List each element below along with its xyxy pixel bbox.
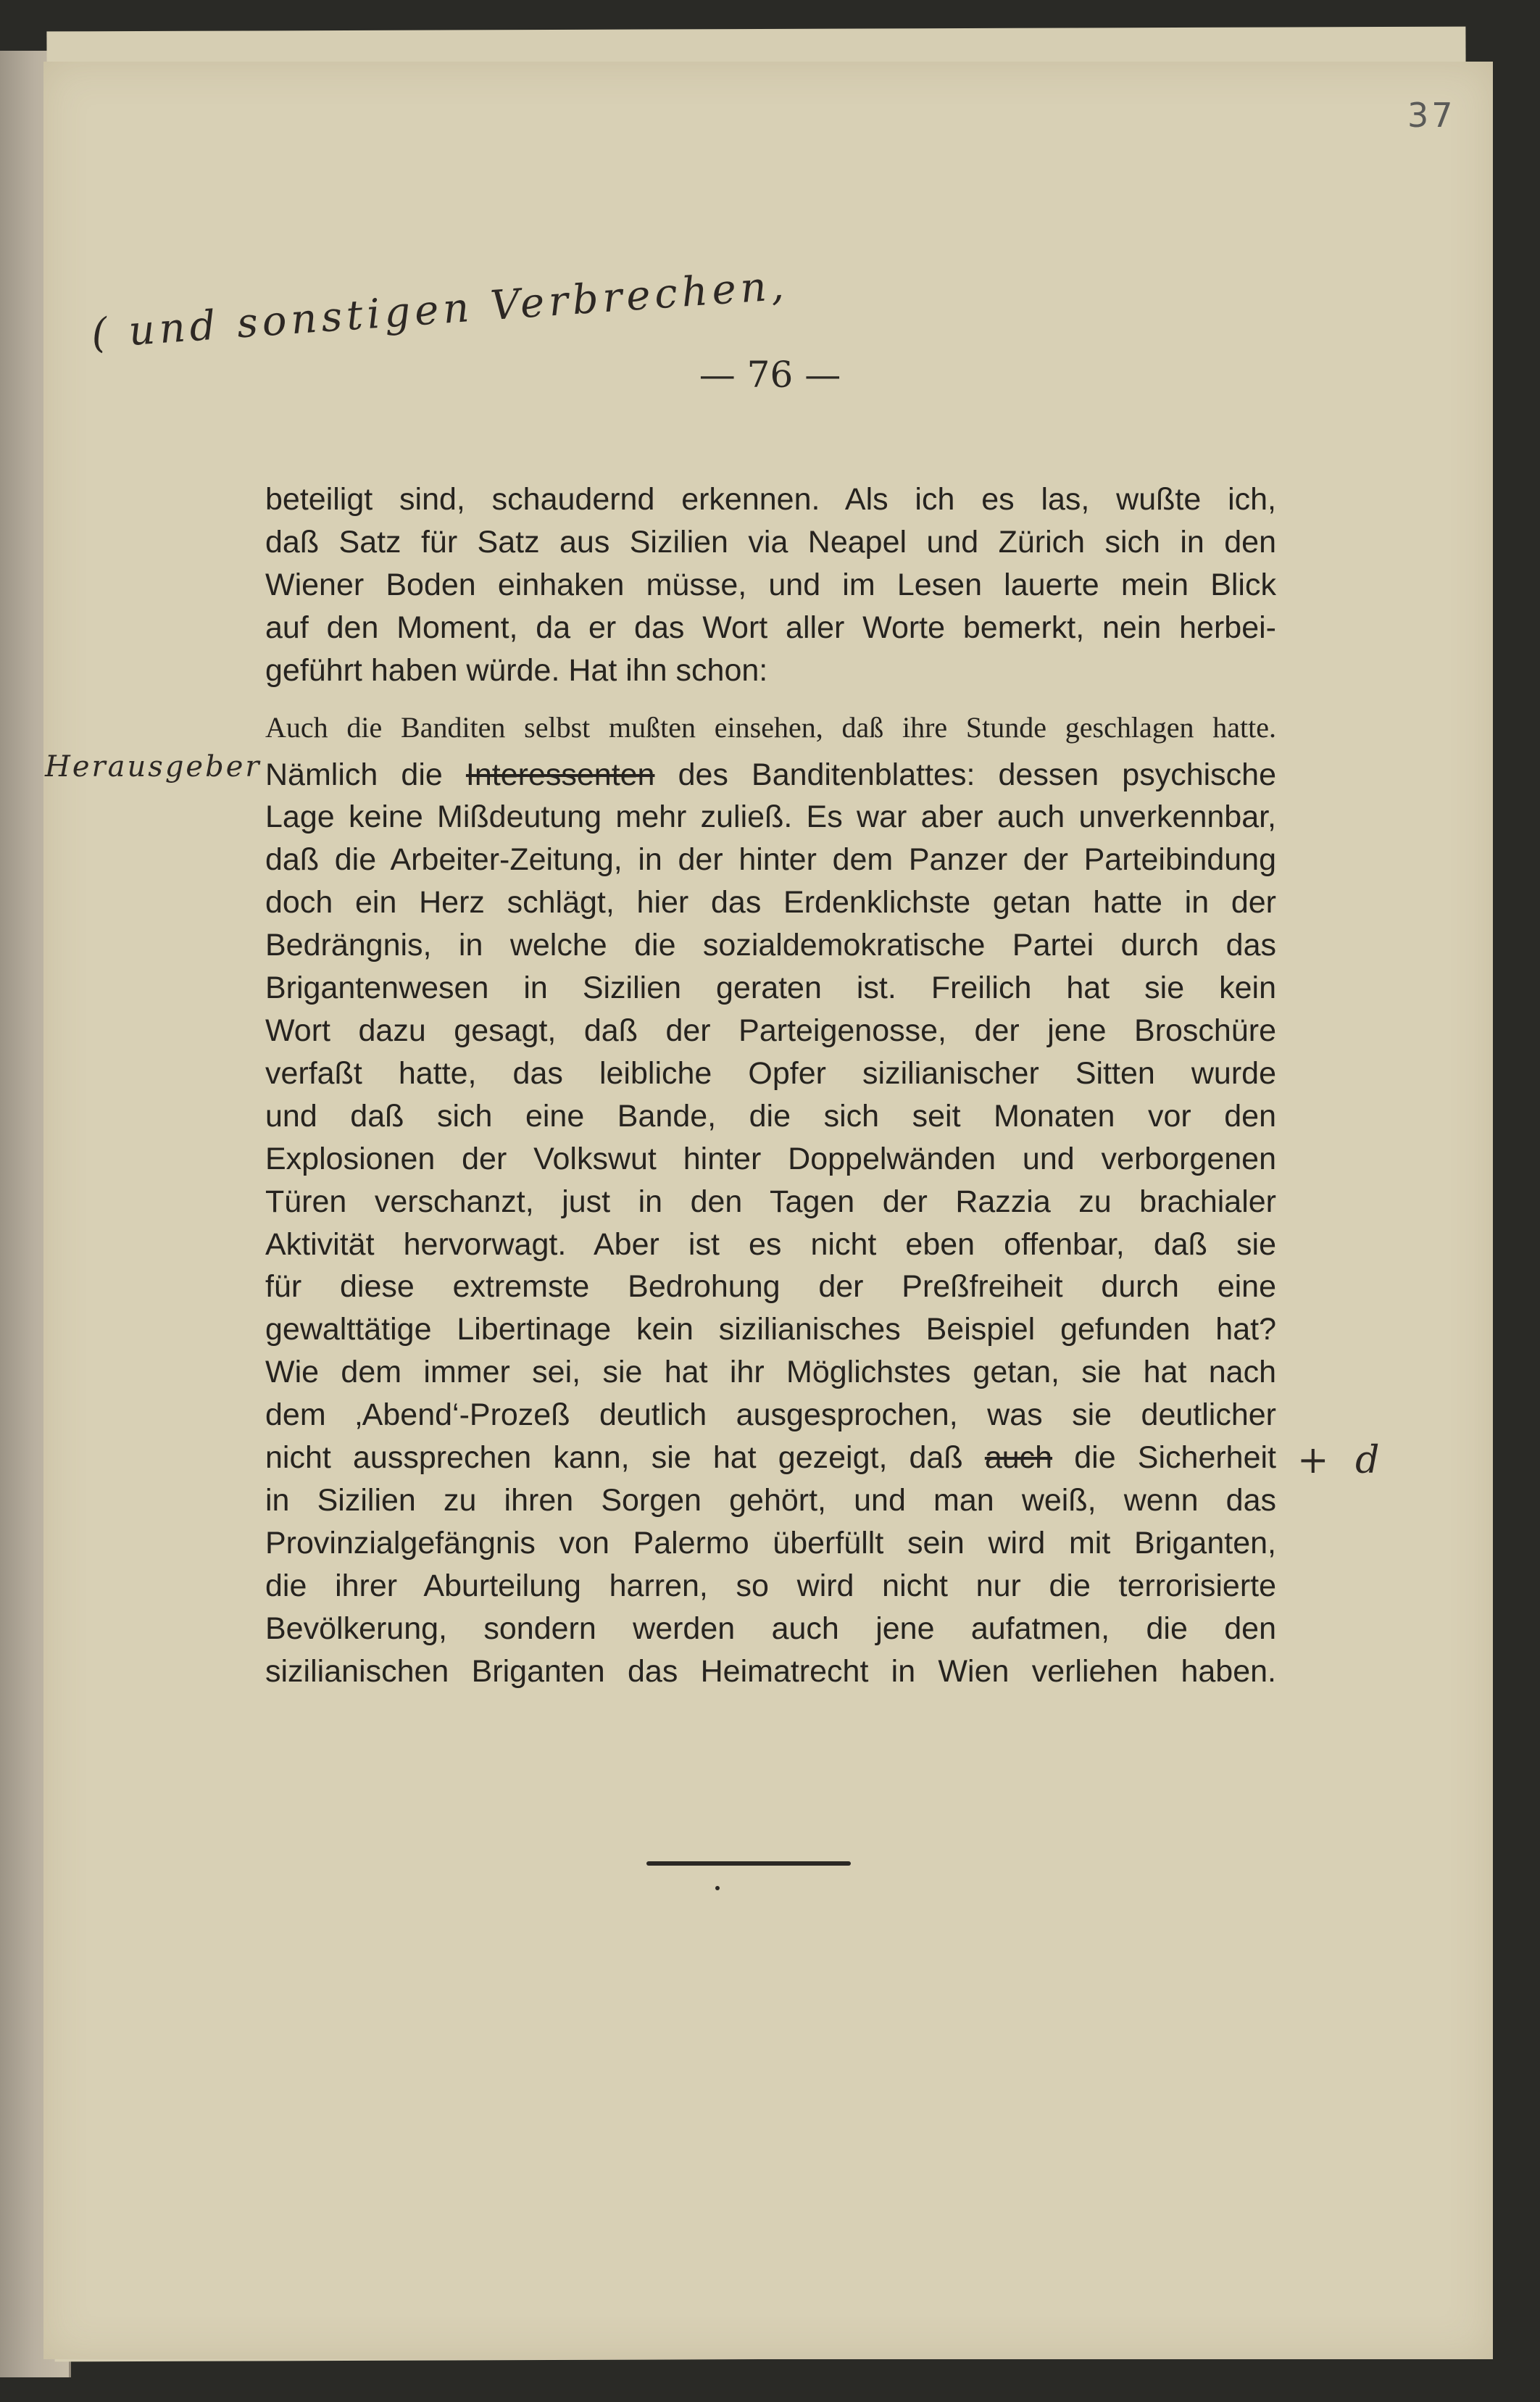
text-line: Aktivität hervorwagt. Aber ist es nicht eben offenbar, daß sie	[265, 1226, 1276, 1262]
text-fragment: Nämlich die	[265, 757, 443, 792]
text-line: geführt haben würde. Hat ihn schon:	[265, 652, 768, 688]
quoted-line: Auch die Banditen selbst mußten einsehen, daß ihre Stunde geschlagen hatte.	[265, 710, 1276, 744]
paragraph-2	[265, 754, 1276, 1693]
paragraph-1	[265, 478, 1276, 692]
handwritten-note-left: Herausgeber	[45, 750, 262, 784]
text-line: in Sizilien zu ihren Sorgen gehört, und man weiß, wenn das	[265, 1482, 1276, 1518]
struck-word: Interessenten	[465, 757, 655, 792]
text-line: Wie dem immer sei, sie hat ihr Möglichstes getan, sie hat nach	[265, 1355, 1276, 1390]
handwritten-note-right: + d	[1297, 1439, 1387, 1482]
text-line: doch ein Herz schlägt, hier das Erdenklichste getan hatte in der	[265, 885, 1276, 921]
pencil-page-number: 37	[1407, 96, 1456, 135]
end-dot	[715, 1886, 720, 1890]
text-line: Bevölkerung, sondern werden auch jene aufatmen, die den	[265, 1611, 1276, 1646]
text-line: Explosionen der Volkswut hinter Doppelwänden und verborgenen	[265, 1141, 1276, 1176]
text-fragment: die Sicherheit	[1074, 1440, 1277, 1476]
text-line: Türen verschanzt, just in den Tagen der Razzia zu brachialer	[265, 1184, 1276, 1219]
text-fragment: des Banditenblattes: dessen psychische	[678, 757, 1276, 792]
text-line: gewalttätige Libertinage kein sizilianisches Beispiel gefunden hat?	[265, 1312, 1276, 1347]
text-line	[265, 754, 1276, 797]
text-line: Provinzialgefängnis von Palermo überfüllt sein wird mit Briganten,	[265, 1525, 1276, 1561]
struck-word: auch	[984, 1440, 1053, 1476]
text-line: Bedrängnis, in welche die sozialdemokratische Partei durch das	[265, 928, 1276, 963]
text-line: verfaßt hatte, das leibliche Opfer sizilianischer Sitten wurde	[265, 1055, 1276, 1091]
text-line: Wiener Boden einhaken müsse, und im Lesen lauerte mein Blick	[265, 567, 1276, 602]
text-line: Wort dazu gesagt, daß der Parteigenosse, der jene Broschüre	[265, 1013, 1276, 1048]
body-text	[265, 478, 1276, 1692]
text-line	[265, 1437, 1276, 1479]
text-line: Lage keine Mißdeutung mehr zuließ. Es war aber auch unverkennbar,	[265, 799, 1276, 835]
text-line: beteiligt sind, schaudernd erkennen. Als ich es las, wußte ich,	[265, 482, 1276, 517]
text-line: daß Satz für Satz aus Sizilien via Neapel und Zürich sich in den	[265, 524, 1276, 560]
text-line: dem ‚Abend‘-Prozeß deutlich ausgesprochen, was sie deutlicher	[265, 1397, 1276, 1433]
text-line: und daß sich eine Bande, die sich seit Monaten vor den	[265, 1098, 1276, 1134]
handwritten-note-top: ( und sonstigen Verbrechen,	[89, 262, 790, 358]
text-line: daß die Arbeiter-Zeitung, in der hinter dem Panzer der Parteibindung	[265, 842, 1276, 878]
text-line: Brigantenwesen in Sizilien geraten ist. Freilich hat sie kein	[265, 971, 1276, 1006]
text-line: für diese extremste Bedrohung der Preßfreiheit durch eine	[265, 1269, 1276, 1305]
end-rule	[646, 1861, 851, 1866]
text-line: die ihrer Aburteilung harren, so wird nicht nur die terrorisierte	[265, 1568, 1276, 1603]
text-line: auf den Moment, da er das Wort aller Worte bemerkt, nein herbei-	[265, 610, 1276, 645]
text-line: sizilianischen Briganten das Heimatrecht in Wien verliehen haben.	[265, 1653, 1276, 1689]
text-fragment: nicht aussprechen kann, sie hat gezeigt, daß	[265, 1440, 963, 1476]
printed-page-number: — 76 —	[699, 354, 841, 396]
